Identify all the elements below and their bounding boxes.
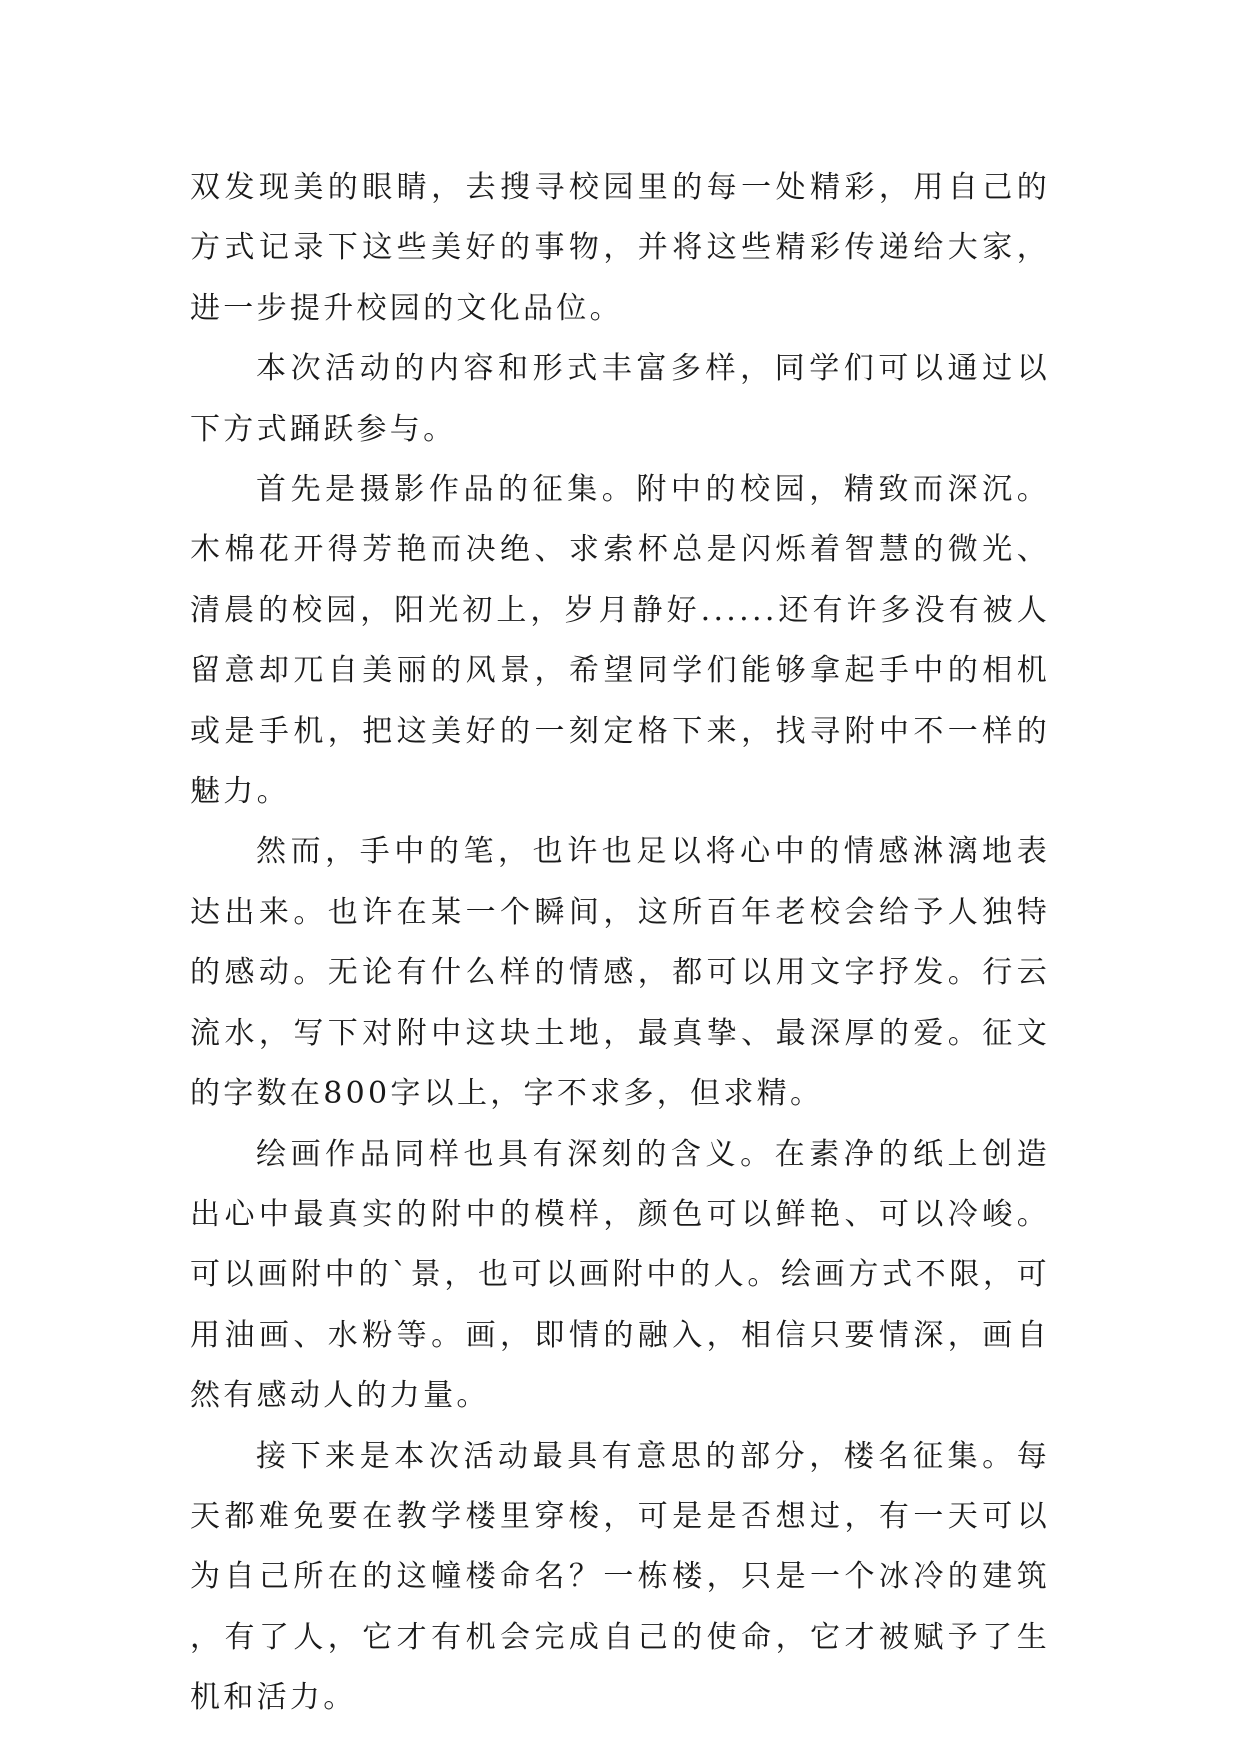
paragraph-3: 首先是摄影作品的征集。附中的校园，精致而深沉。木棉花开得芳艳而决绝、求索杯总是闪烁着智慧的微光、清晨的校园，阳光初上，岁月静好......还有许多没有被人留意却兀自美丽的风景，希望同学们能够拿起手中的相机或是手机，把这美好的一刻定格下来，找寻附中不一样的魅力。 [190, 472, 1050, 810]
document-body [190, 158, 1050, 1729]
paragraph-6: 接下来是本次活动最具有意思的部分，楼名征集。每天都难免要在教学楼里穿梭，可是是否想过，有一天可以为自己所在的这幢楼命名？一栋楼，只是一个冰冷的建筑，有了人，它才有机会完成自己的使命，它才被赋予了生机和活力。 [190, 1438, 1050, 1716]
paragraph-5: 绘画作品同样也具有深刻的含义。在素净的纸上创造出心中最真实的附中的模样，颜色可以鲜艳、可以冷峻。可以画附中的`景，也可以画附中的人。绘画方式不限，可用油画、水粉等。画，即情的融入，相信只要情深，画自然有感动人的力量。 [190, 1136, 1050, 1414]
paragraph-2: 本次活动的内容和形式丰富多样，同学们可以通过以下方式踊跃参与。 [190, 351, 1050, 447]
paragraph-4: 然而，手中的笔，也许也足以将心中的情感淋漓地表达出来。也许在某一个瞬间，这所百年老校会给予人独特的感动。无论有什么样的情感，都可以用文字抒发。行云流水，写下对附中这块土地，最真挚、最深厚的爱。征文的字数在800字以上，字不求多，但求精。 [190, 834, 1050, 1112]
paragraph-1: 双发现美的眼睛，去搜寻校园里的每一处精彩，用自己的方式记录下这些美好的事物，并将这些精彩传递给大家，进一步提升校园的文化品位。 [190, 170, 1050, 326]
